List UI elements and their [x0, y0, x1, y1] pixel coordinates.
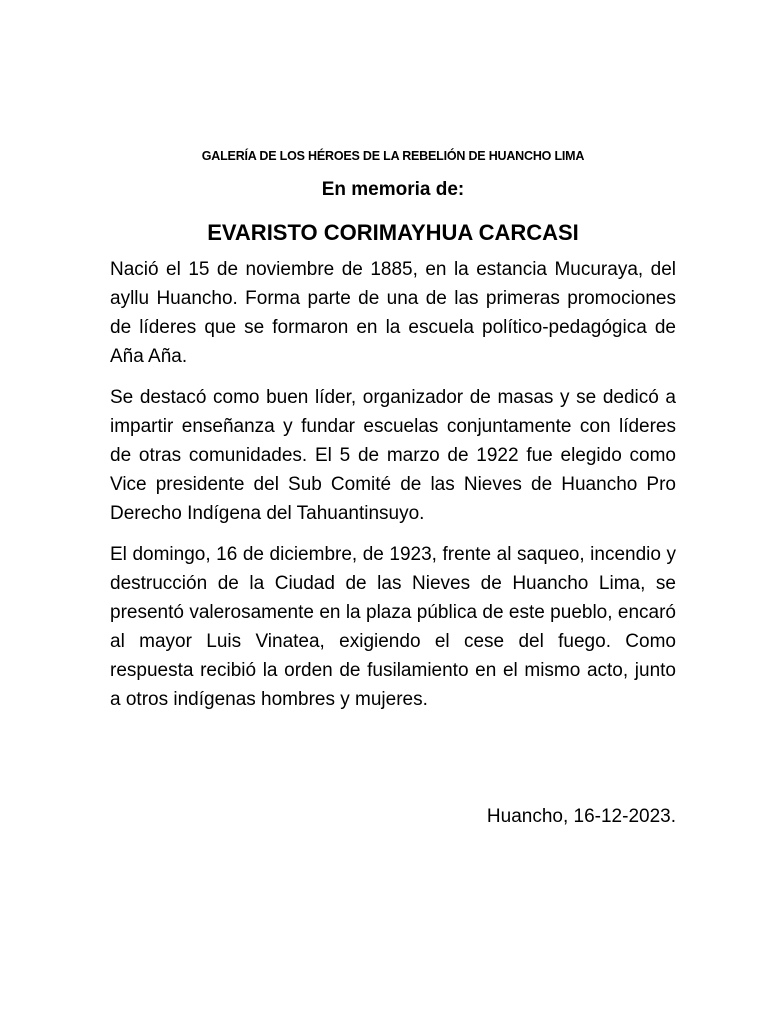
- person-name: EVARISTO CORIMAYHUA CARCASI: [207, 220, 579, 245]
- gallery-title: GALERÍA DE LOS HÉROES DE LA REBELIÓN DE HUANCHO LIMA: [201, 149, 585, 163]
- document-page: [110, 140, 676, 830]
- paragraph-leadership: Se destacó como buen líder, organizador de masas y se dedicó a impartir enseñanza y fundar escuelas conjuntamente con líderes de otras comunidades. El 5 de marzo de 1922 fue elegido como Vice presidente del Sub Comité de las Nieves de Huancho Pro Derecho Indígena del Tahuantinsuyo.: [110, 387, 676, 524]
- place-date-signature: Huancho, 16-12-2023.: [486, 806, 676, 827]
- paragraph-execution: El domingo, 16 de diciembre, de 1923, frente al saqueo, incendio y destrucción de la Ciudad de las Nieves de Huancho Lima, se presentó valerosamente en la plaza pública de este pueblo, encaró al mayor Luis Vinatea, exigiendo el cese del fuego. Como respuesta recibió la orden de fusilamiento en el mismo acto, junto a otros indígenas hombres y mujeres.: [110, 544, 676, 710]
- memory-label: En memoria de:: [321, 179, 465, 200]
- paragraph-birth: Nació el 15 de noviembre de 1885, en la estancia Mucuraya, del ayllu Huancho. Forma parte de una de las primeras promociones de líderes que se formaron en la escuela político-pedagógica de Aña Aña.: [110, 259, 676, 367]
